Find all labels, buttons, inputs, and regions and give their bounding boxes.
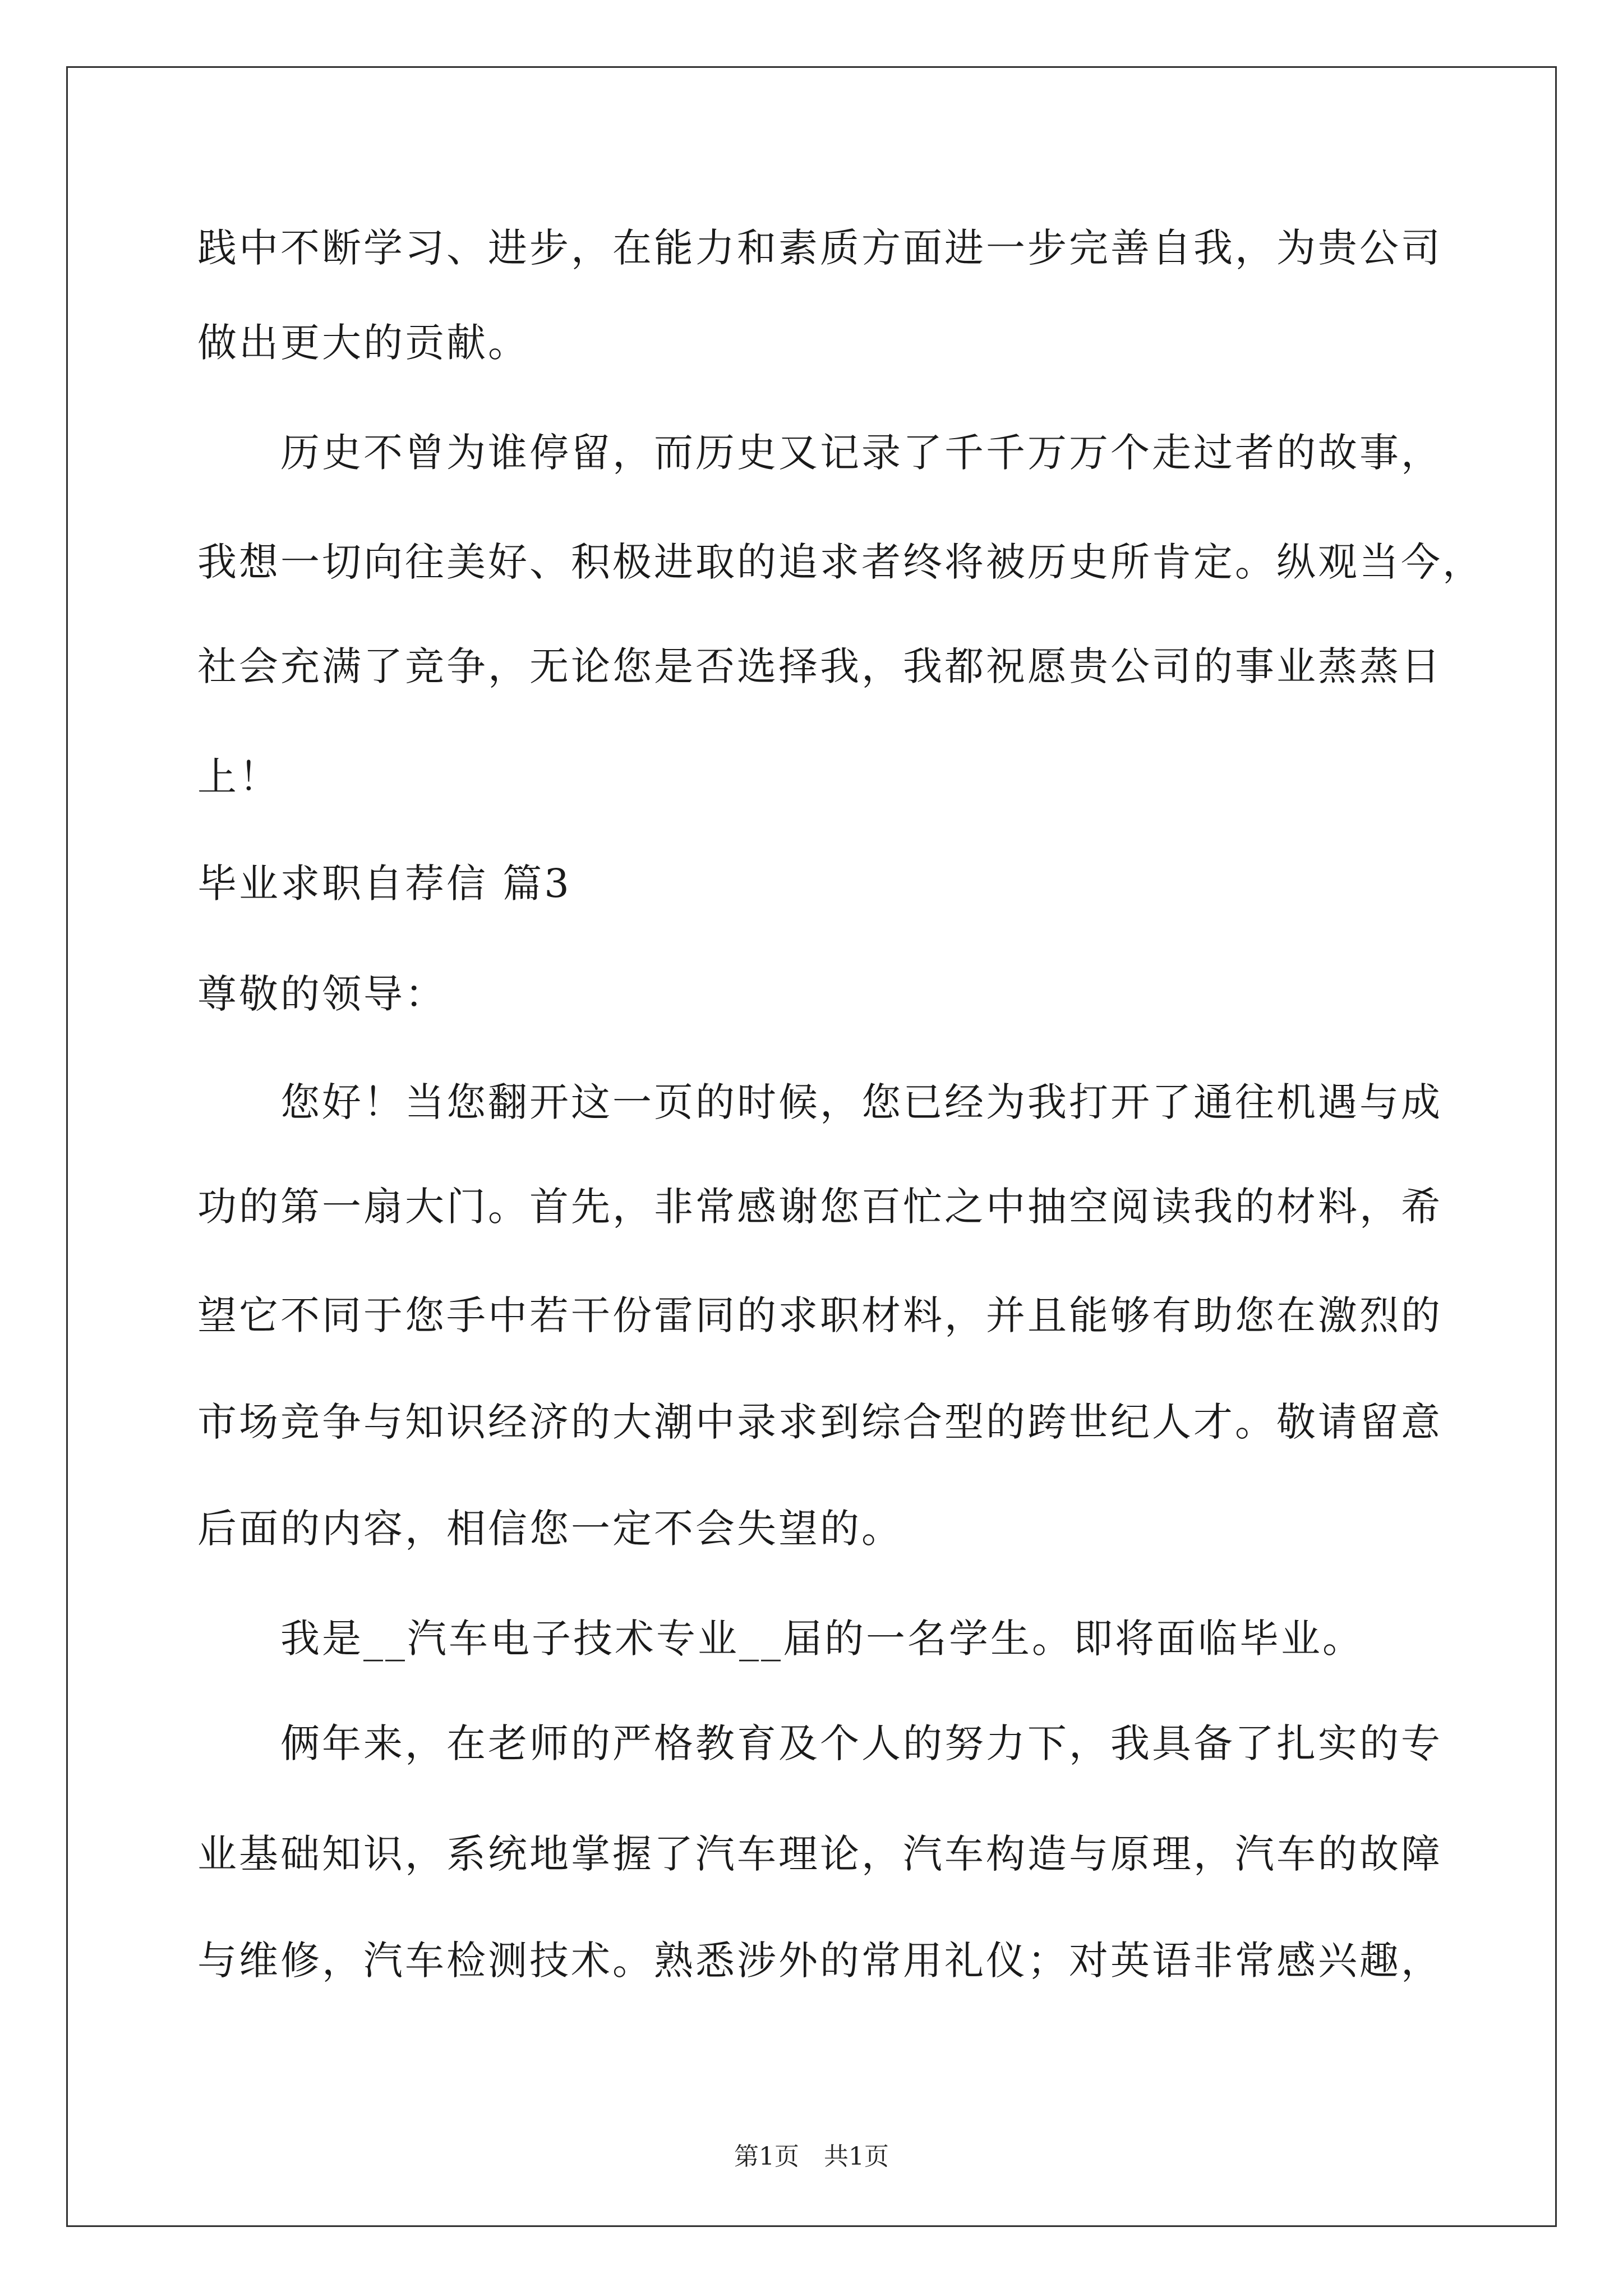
paragraph-line: 我想一切向往美好、积极进取的追求者终将被历史所肯定。纵观当今， <box>197 539 1484 585</box>
salutation: 尊敬的领导： <box>197 971 446 1017</box>
paragraph-line: 后面的内容，相信您一定不会失望的。 <box>197 1506 903 1552</box>
paragraph-line: 我是__汽车电子技术专业__届的一名学生。即将面临毕业。 <box>280 1616 1364 1662</box>
paragraph-line: 与维修，汽车检测技术。熟悉涉外的常用礼仪；对英语非常感兴趣， <box>197 1938 1442 1984</box>
paragraph-line: 俩年来，在老师的严格教育及个人的努力下，我具备了扎实的专 <box>280 1720 1442 1766</box>
paragraph-line: 历史不曾为谁停留，而历史又记录了千千万万个走过者的故事， <box>280 430 1442 476</box>
page-border <box>66 66 1557 2227</box>
page-footer: 第1页 共1页 <box>734 2142 889 2171</box>
paragraph-line: 望它不同于您手中若干份雷同的求职材料，并且能够有助您在激烈的 <box>197 1292 1442 1338</box>
paragraph-line: 做出更大的贡献。 <box>197 320 529 366</box>
paragraph-line: 上！ <box>197 754 280 800</box>
paragraph-line: 市场竞争与知识经济的大潮中录求到综合型的跨世纪人才。敬请留意 <box>197 1399 1442 1445</box>
paragraph-line: 您好！当您翻开这一页的时候，您已经为我打开了通往机遇与成 <box>280 1079 1442 1125</box>
paragraph-line: 功的第一扇大门。首先，非常感谢您百忙之中抽空阅读我的材料，希 <box>197 1184 1442 1230</box>
paragraph-line: 业基础知识，系统地掌握了汽车理论，汽车构造与原理，汽车的故障 <box>197 1831 1442 1877</box>
paragraph-line: 践中不断学习、进步，在能力和素质方面进一步完善自我，为贵公司 <box>197 225 1442 271</box>
section-heading: 毕业求职自荐信 篇3 <box>197 861 571 907</box>
paragraph-line: 社会充满了竞争，无论您是否选择我，我都祝愿贵公司的事业蒸蒸日 <box>197 643 1442 689</box>
